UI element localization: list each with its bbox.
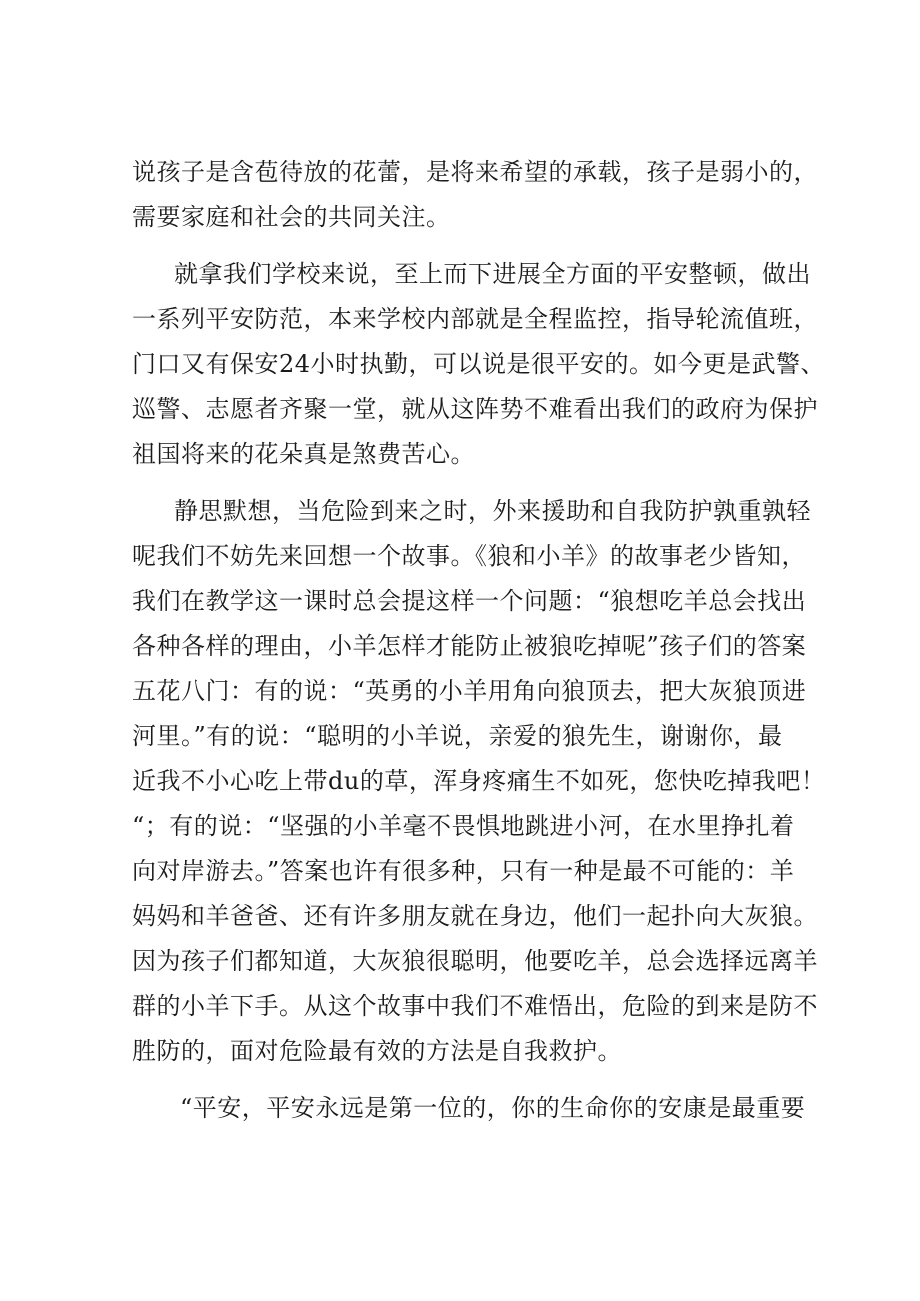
text-line: “；有的说：“坚强的小羊毫不畏惧地跳进小河，在水里挣扎着 (132, 812, 795, 840)
text-line: 巡警、志愿者齐聚一堂，就从这阵势不难看出我们的政府为保护 (132, 395, 818, 423)
text-line: 向对岸游去。”答案也许有很多种，只有一种是最不可能的：羊 (132, 857, 795, 885)
paragraph-2 (132, 252, 826, 477)
text-line: 妈妈和羊爸爸、还有许多朋友就在身边，他们一起扑向大灰狼。 (132, 902, 818, 930)
text-line: 河里。”有的说：“聪明的小羊说，亲爱的狼先生，谢谢你，最 (132, 722, 783, 750)
text-line: “平安，平安永远是第一位的，你的生命你的安康是最重要 (180, 1094, 806, 1122)
text-line: 群的小羊下手。从这个故事中我们不难悟出，危险的到来是防不 (132, 992, 818, 1020)
text-line: 一系列平安防范，本来学校内部就是全程监控，指导轮流值班， (132, 305, 818, 333)
paragraph-1 (132, 150, 818, 240)
text-line: 我们在教学这一课时总会提这样一个问题：“狼想吃羊总会找出 (132, 587, 807, 615)
paragraph-4 (132, 1086, 806, 1131)
text-line: 需要家庭和社会的共同关注。 (132, 203, 451, 231)
text-line: 静思默想，当危险到来之时，外来援助和自我防护孰重孰轻 (174, 497, 811, 525)
text-line: 胜防的，面对危险最有效的方法是自我救护。 (132, 1037, 622, 1065)
text-line: 因为孩子们都知道，大灰狼很聪明，他要吃羊，总会选择远离羊 (132, 947, 818, 975)
text-line: 祖国将来的花朵真是煞费苦心。 (132, 440, 475, 468)
text-line: 五花八门：有的说：“英勇的小羊用角向狼顶去，把大灰狼顶进 (132, 677, 807, 705)
paragraph-3 (132, 489, 826, 1074)
text-line: 呢我们不妨先来回想一个故事。《狼和小羊》的故事老少皆知， (132, 542, 806, 570)
document-body (132, 150, 826, 1131)
text-line: 各种各样的理由，小羊怎样才能防止被狼吃掉呢”孩子们的答案 (132, 632, 807, 660)
text-line: 说孩子是含苞待放的花蕾，是将来希望的承载，孩子是弱小的， (132, 158, 818, 186)
text-line: 近我不小心吃上带du的草，浑身疼痛生不如死，您快吃掉我吧！ (132, 767, 826, 795)
text-line: 门口又有保安24小时执勤，可以说是很平安的。如今更是武警、 (132, 350, 826, 378)
text-line: 就拿我们学校来说，至上而下进展全方面的平安整顿，做出 (174, 260, 811, 288)
